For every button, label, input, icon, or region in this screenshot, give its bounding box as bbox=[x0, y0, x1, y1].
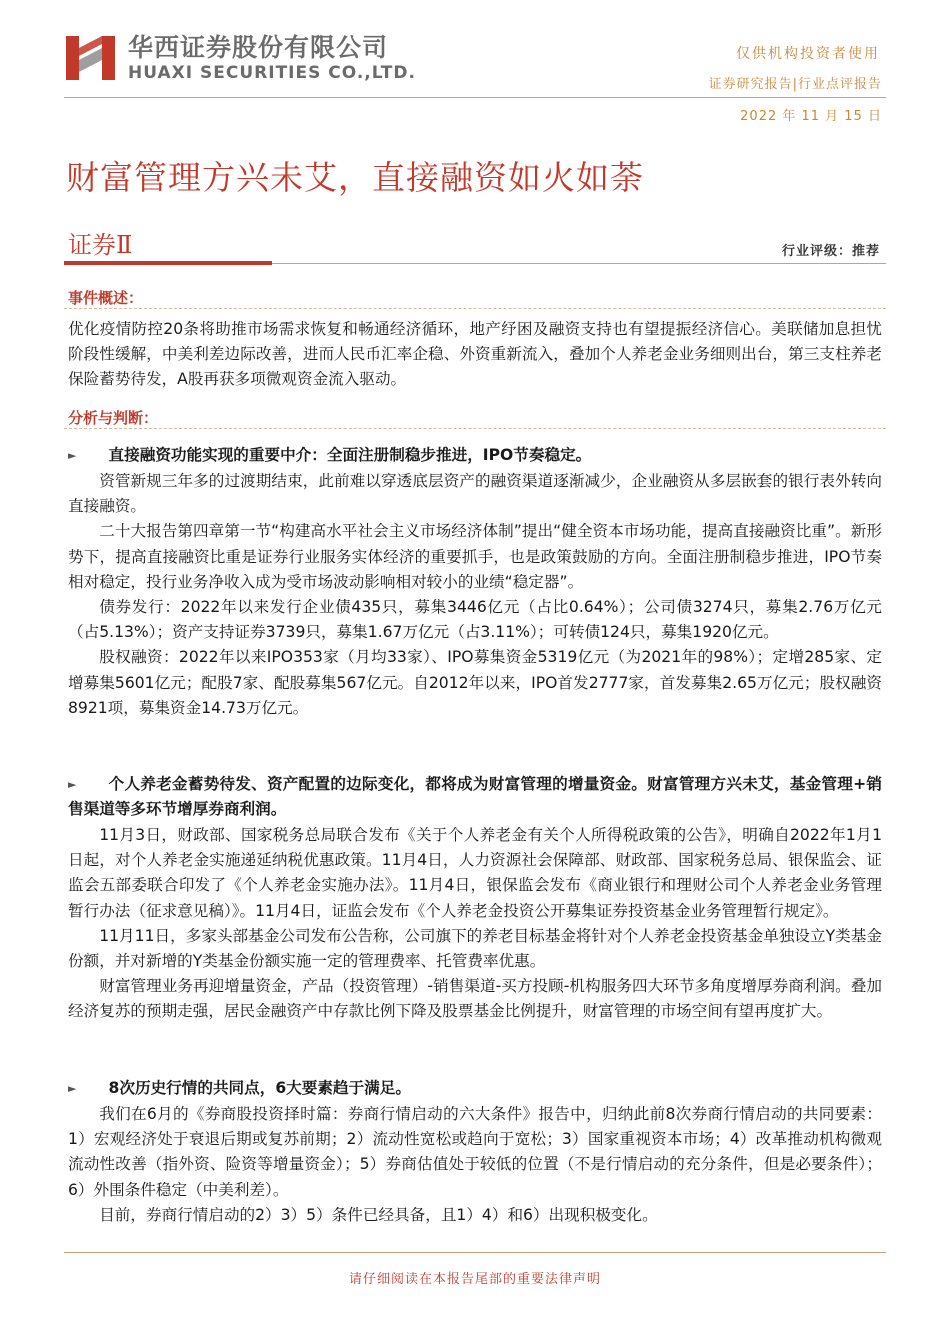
analysis-heading: 分析与判断： bbox=[68, 409, 159, 427]
point-2-body bbox=[68, 823, 882, 1025]
report-title: 财富管理方兴未艾，直接融资如火如荼 bbox=[66, 158, 644, 197]
report-date: 2022 年 11 月 15 日 bbox=[740, 109, 882, 124]
point-1-headline: ► 直接融资功能实现的重要中介：全面注册制稳步推进，IPO节奏稳定。 bbox=[68, 443, 882, 468]
legal-notice: 请仔细阅读在本报告尾部的重要法律声明 bbox=[348, 1272, 601, 1287]
title-accent-bar bbox=[64, 261, 272, 265]
sector-name: 证券Ⅱ bbox=[68, 231, 133, 259]
point-2-headline: ► 个人养老金蓄势待发、资产配置的边际变化，都将成为财富管理的增量资金。财富管理方兴未艾，基金管理+销售渠道等多环节增厚券商利润。 bbox=[68, 772, 882, 822]
bullet-arrow-icon: ► bbox=[68, 778, 77, 791]
event-paragraph: 优化疫情防控20条将助推市场需求恢复和畅通经济循环，地产纾困及融资支持也有望提振经济信心。美联储加息担忧阶段性缓解，中美利差边际改善，进而人民币汇率企稳、外资重新流入，叠加个人养老金业务细则出台，第三支柱养老保险蓄势待发，A股再获多项微观资金流入驱动。 bbox=[68, 320, 882, 389]
paragraph: 股权融资：2022年以来IPO353家（月均33家）、IPO募集资金5319亿元（为2021年的98%）；定增285家、定增募集5601亿元；配股7家、配股募集567亿元。自2012年以来，IPO首发2777家，首发募集2.65万亿元；股权融资8921项，募集资金14.73万亿元。 bbox=[68, 648, 882, 717]
event-body bbox=[68, 317, 882, 393]
paragraph: 11月11日，多家头部基金公司发布公告称，公司旗下的养老目标基金将针对个人养老金投资基金单独设立Y类基金份额，并对新增的Y类基金份额实施一定的管理费率、托管费率优惠。 bbox=[68, 926, 882, 971]
paragraph: 二十大报告第四章第一节“构建高水平社会主义市场经济体制”提出“健全资本市场功能，提高直接融资比重”。新形势下，提高直接融资比重是证券行业服务实体经济的重要抓手，也是政策鼓励的方向。全面注册制稳步推进，IPO节奏相对稳定，投行业务净收入成为受市场波动影响相对较小的业绩“稳定器”。 bbox=[68, 522, 882, 591]
point-3-headline: ► 8次历史行情的共同点，6大要素趋于满足。 bbox=[68, 1076, 882, 1101]
industry-rating: 行业评级：推荐 bbox=[781, 244, 880, 259]
paragraph: 11月3日，财政部、国家税务总局联合发布《关于个人养老金有关个人所得税政策的公告》，明确自2022年1月1日起，对个人养老金实施递延纳税优惠政策。11月4日，人力资源社会保障部、财政部、国家税务总局、银保监会、证监会五部委联合印发了《个人养老金实施办法》。11月4日，银保监会发布《商业银行和理财公司个人养老金业务管理暂行办法（征求意见稿）》。11月4日，证监会发布《个人养老金投资公开募集证券投资基金业务管理暂行规定》。 bbox=[68, 826, 882, 920]
bullet-arrow-icon: ► bbox=[68, 1082, 77, 1095]
huaxi-logo-icon bbox=[64, 30, 118, 84]
paragraph: 目前，券商行情启动的2）3）5）条件已经具备，且1）4）和6）出现积极变化。 bbox=[99, 1205, 658, 1224]
event-dashed-divider bbox=[64, 308, 886, 309]
paragraph: 财富管理业务再迎增量资金，产品（投资管理）-销售渠道-买方投顾-机构服务四大环节多角度增厚券商利润。叠加经济复苏的预期走强，居民金融资产中存款比例下降及股票基金比例提升，财富管理的市场空间有望再度扩大。 bbox=[68, 977, 882, 1021]
title-divider bbox=[272, 263, 886, 264]
paragraph: 债券发行：2022年以来发行企业债435只，募集3446亿元（占比0.64%）；公司债3274只，募集2.76万亿元（占5.13%）；资产支持证券3739只，募集1.67万亿元（占3.11%）；可转债124只，募集1920亿元。 bbox=[68, 598, 882, 642]
paragraph: 我们在6月的《券商股投资择时篇：券商行情启动的六大条件》报告中，归纳此前8次券商行情启动的共同要素：1）宏观经济处于衰退后期或复苏前期；2）流动性宽松或趋向于宽松；3）国家重视资本市场；4）改革推动机构微观流动性改善（指外资、险资等增量资金）；5）券商估值处于较低的位置（不是行情启动的充分条件，但是必要条件）；6）外围条件稳定（中美利差）。 bbox=[68, 1105, 882, 1199]
bullet-arrow-icon: ► bbox=[68, 449, 77, 462]
footer-divider bbox=[64, 1252, 886, 1253]
event-heading: 事件概述： bbox=[68, 289, 144, 307]
header-divider bbox=[64, 97, 886, 98]
report-type: 证券研究报告|行业点评报告 bbox=[708, 77, 882, 92]
analysis-dashed-divider bbox=[64, 428, 886, 429]
company-name-en: HUAXI SECURITIES CO.,LTD. bbox=[128, 63, 416, 83]
audience-note: 仅供机构投资者使用 bbox=[736, 46, 880, 62]
company-name-cn: 华西证券股份有限公司 bbox=[128, 33, 389, 62]
paragraph: 资管新规三年多的过渡期结束，此前难以穿透底层资产的融资渠道逐渐减少，企业融资从多层嵌套的银行表外转向直接融资。 bbox=[68, 472, 882, 516]
point-1-body bbox=[68, 469, 882, 721]
point-3-body bbox=[68, 1102, 882, 1228]
